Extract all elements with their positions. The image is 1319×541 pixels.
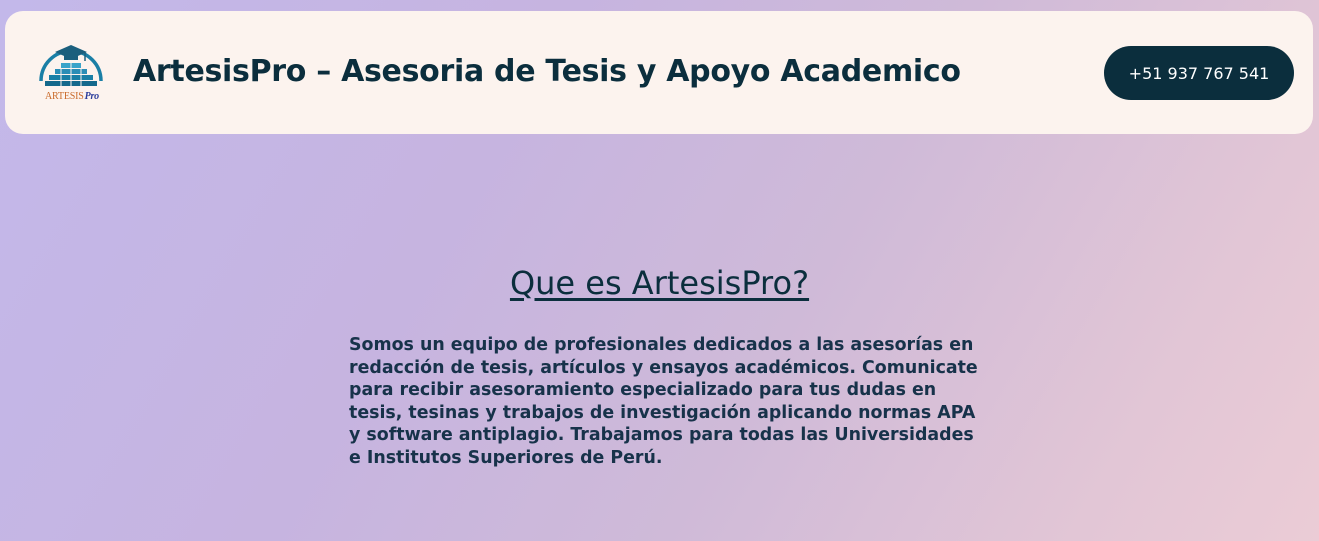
logo-text-pro: Pro [84,91,99,102]
phone-contact-button[interactable]: +51 937 767 541 [1104,46,1294,100]
about-description: Somos un equipo de profesionales dedicados a las asesorías en redacción de tesis, artículos y ensayos académicos. Comunicate para recibir asesoramiento especializado para tus dudas en tesis, tesinas y trabajos de investigación aplicando normas APA y software antiplagio. Trabajamos para todas las Universidades e Institutos Superiores de Perú. [349,335,978,468]
section-heading: Que es ArtesisPro? [509,263,810,302]
logo-text-artesis: ARTESIS [45,91,84,102]
site-header [5,11,1313,134]
site-title: ArtesisPro – Asesoria de Tesis y Apoyo Academico [133,54,961,89]
logo-wordmark [40,91,104,103]
artesispro-logo[interactable] [35,35,107,111]
graduation-books-icon [35,35,107,91]
